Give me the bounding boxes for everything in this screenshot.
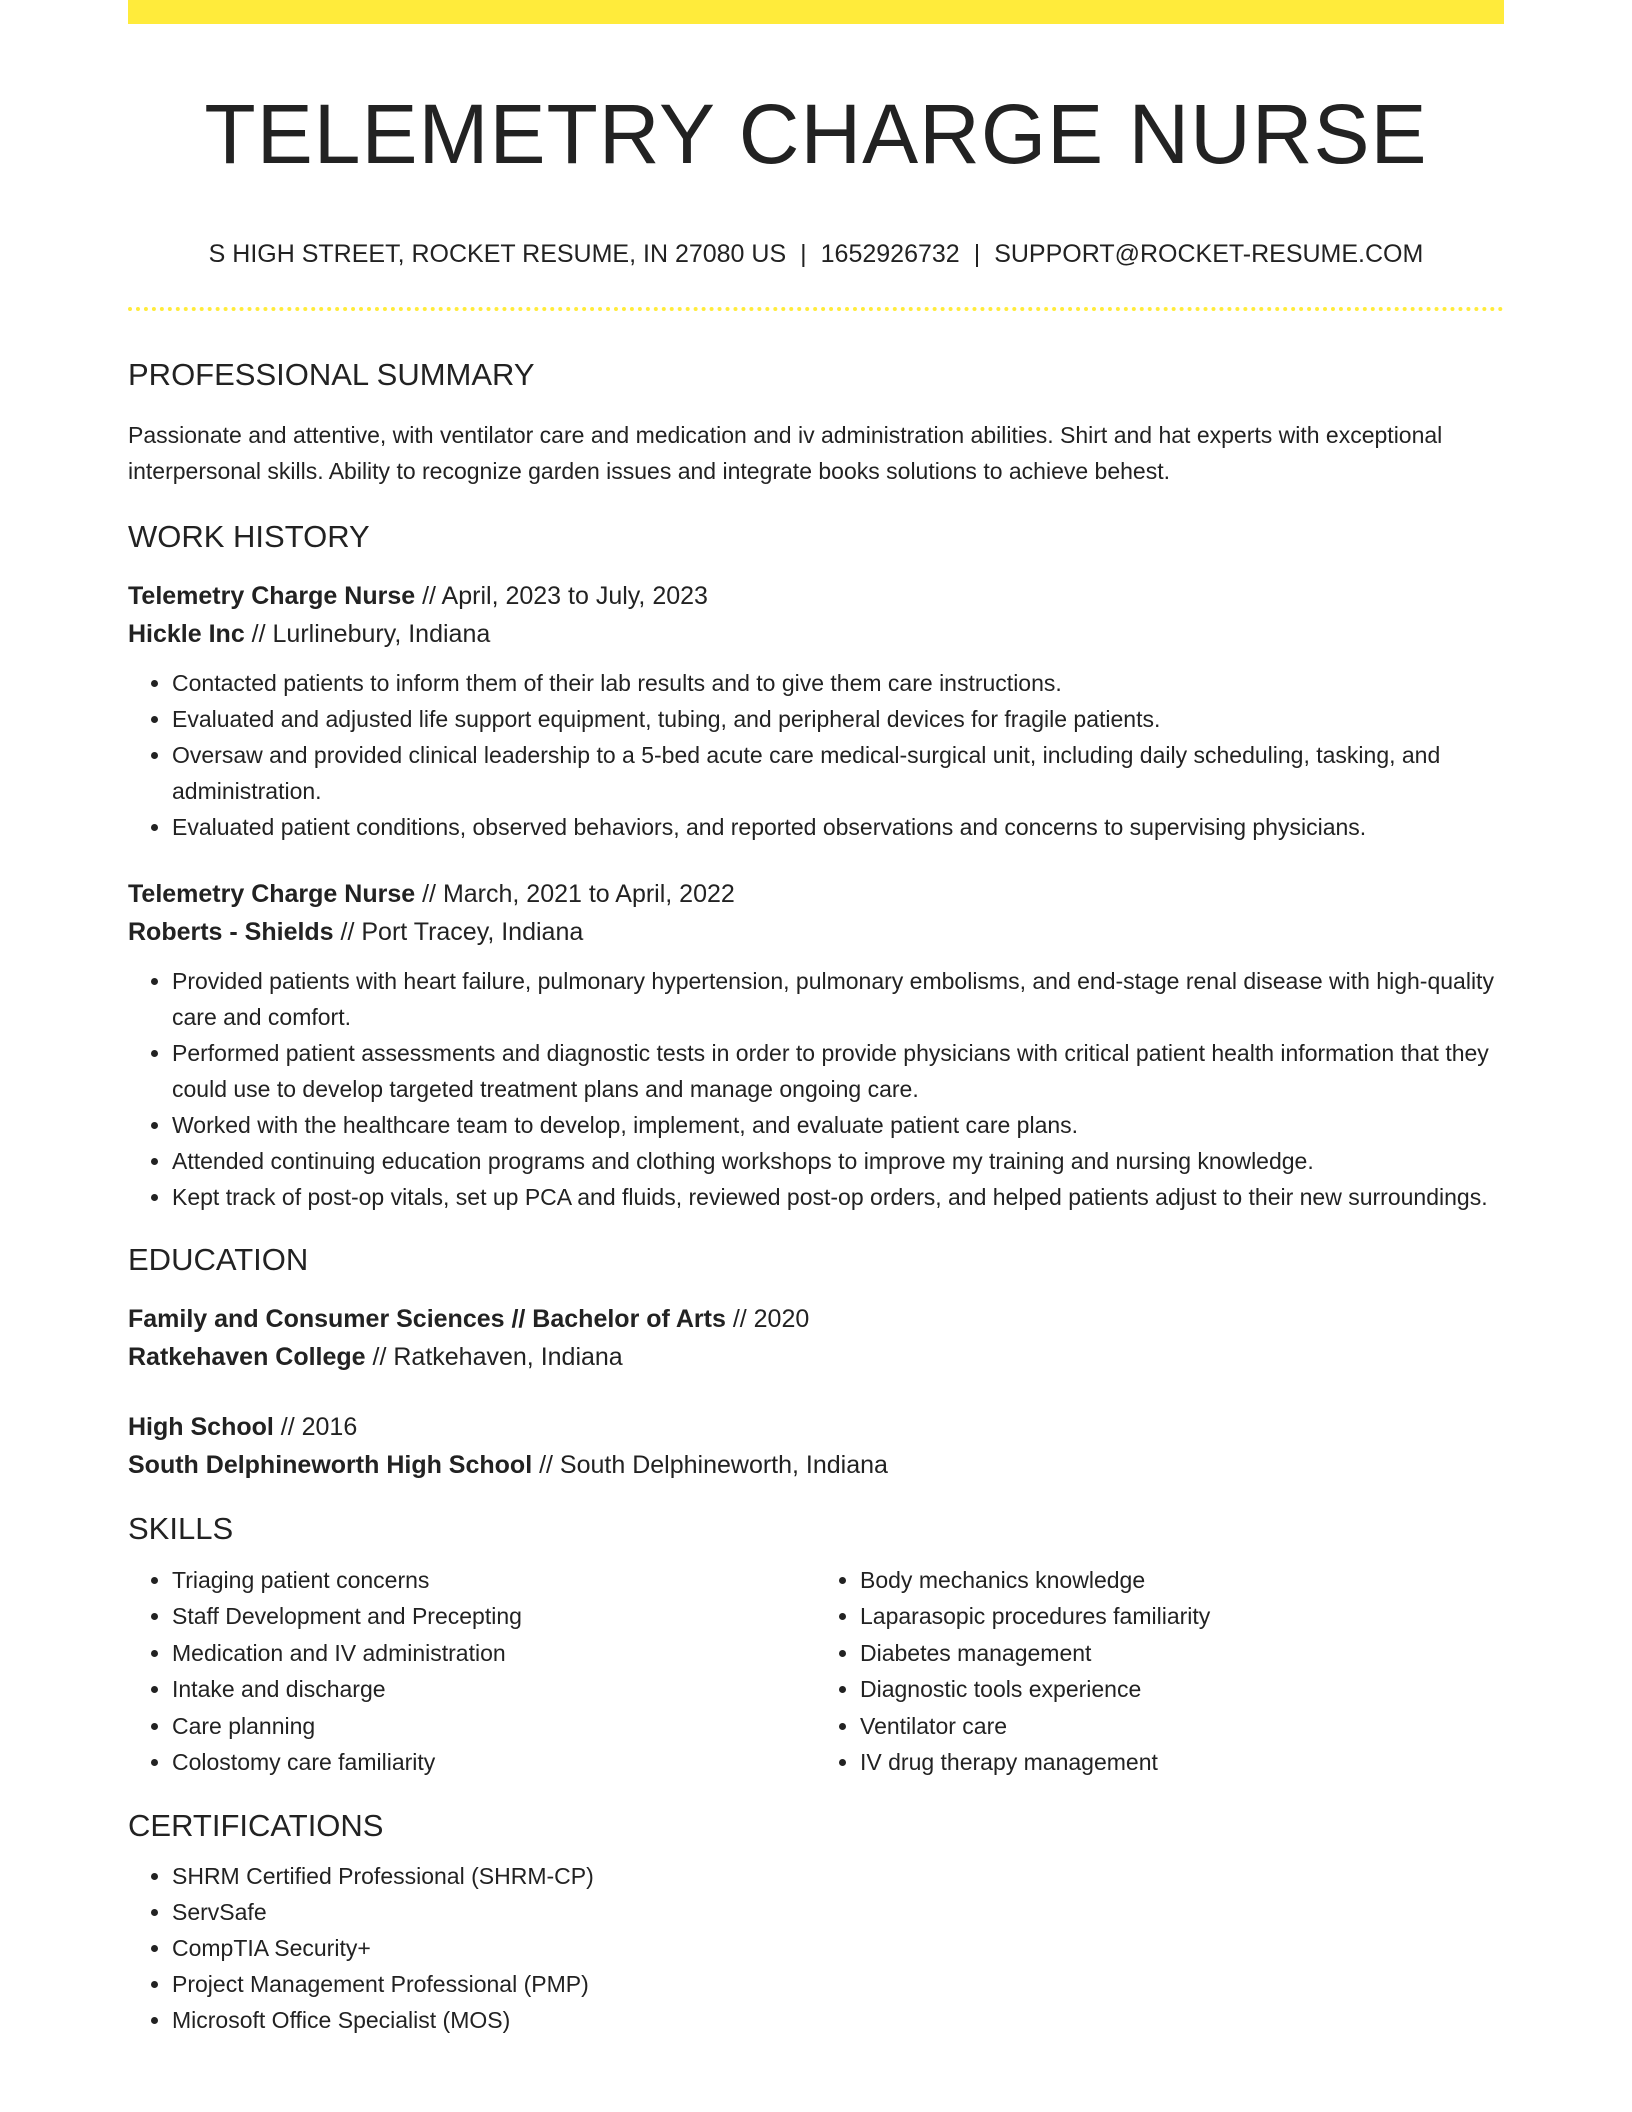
summary-heading: PROFESSIONAL SUMMARY <box>128 356 535 392</box>
school-name: Ratkehaven College <box>128 1343 366 1372</box>
dotted-divider <box>128 307 1504 311</box>
job-company: Hickle Inc <box>128 620 245 649</box>
job-bullet: • Evaluated and adjusted life support equipment, tubing, and peripheral devices for fragile patients. <box>172 701 1504 737</box>
resume-name: TELEMETRY CHARGE NURSE <box>204 87 1428 181</box>
skills-heading: SKILLS <box>128 1511 234 1547</box>
work-history-heading: WORK HISTORY <box>128 518 370 554</box>
school-location: // Ratkehaven, Indiana <box>365 1343 623 1372</box>
skills-columns <box>128 1562 1504 1781</box>
contact-separator: | <box>973 239 981 268</box>
skills-list <box>128 1562 816 1781</box>
job-bullet: • Evaluated patient conditions, observed behaviors, and reported observations and concerns to supervising physicians. <box>172 809 1504 845</box>
skill-item: • Diagnostic tools experience <box>860 1671 1504 1708</box>
job-bullet: • Attended continuing education programs and clothing workshops to improve my training and nursing knowledge. <box>172 1143 1504 1179</box>
skill-item: • Triaging patient concerns <box>172 1562 816 1599</box>
job-title: Telemetry Charge Nurse <box>128 582 416 611</box>
skill-item: • Care planning <box>172 1708 816 1745</box>
skill-item: • Intake and discharge <box>172 1671 816 1708</box>
skill-item: • Body mechanics knowledge <box>860 1562 1504 1599</box>
skill-item: • Laparasopic procedures familiarity <box>860 1598 1504 1635</box>
job-dates: // March, 2021 to April, 2022 <box>415 880 735 909</box>
top-accent-bar <box>128 0 1504 24</box>
certifications-heading: CERTIFICATIONS <box>128 1807 384 1843</box>
certification-item: • Microsoft Office Specialist (MOS) <box>172 2002 1504 2038</box>
skill-item: • Ventilator care <box>860 1708 1504 1745</box>
job-dates: // April, 2023 to July, 2023 <box>415 582 708 611</box>
job-company: Roberts - Shields <box>128 918 334 947</box>
education-entry <box>128 1300 1504 1376</box>
education-entry <box>128 1408 1504 1484</box>
job-bullet: • Provided patients with heart failure, pulmonary hypertension, pulmonary embolisms, and end-stage renal disease with high-quality care and comfort. <box>172 963 1504 1035</box>
job-title: Telemetry Charge Nurse <box>128 880 416 909</box>
skill-item: • Colostomy care familiarity <box>172 1744 816 1781</box>
job-bullet: • Kept track of post-op vitals, set up PCA and fluids, reviewed post-op orders, and helped patients adjust to their new surroundings. <box>172 1179 1504 1215</box>
school-location: // South Delphineworth, Indiana <box>532 1451 888 1480</box>
certification-item: • CompTIA Security+ <box>172 1930 1504 1966</box>
degree-line <box>128 1408 1504 1446</box>
graduation-year: // 2020 <box>725 1305 810 1334</box>
certification-item: • ServSafe <box>172 1894 1504 1930</box>
phone: 1652926732 <box>820 239 960 268</box>
skill-item: • Staff Development and Precepting <box>172 1598 816 1635</box>
job-bullet: • Performed patient assessments and diagnostic tests in order to provide physicians with critical patient health information that they could use to develop targeted treatment plans and manage ongoing care. <box>172 1035 1504 1107</box>
job-bullet: • Oversaw and provided clinical leadership to a 5-bed acute care medical-surgical unit, including daily scheduling, tasking, and administration. <box>172 737 1504 809</box>
certification-item: • SHRM Certified Professional (SHRM-CP) <box>172 1858 1504 1894</box>
job-bullets <box>128 963 1504 1215</box>
job-entry <box>128 577 1504 845</box>
job-company-line <box>128 615 1504 653</box>
degree-line <box>128 1300 1504 1338</box>
summary-text: Passionate and attentive, with ventilator care and medication and iv administration abilities. Shirt and hat experts with exceptional interpersonal skills. Ability to recognize garden issues and integrate books solutions to achieve behest. <box>128 421 1443 484</box>
degree: Family and Consumer Sciences // Bachelor of Arts <box>128 1305 726 1334</box>
school-name: South Delphineworth High School <box>128 1451 533 1480</box>
education-heading: EDUCATION <box>128 1242 309 1278</box>
contact-separator: | <box>800 239 807 268</box>
skills-column-right <box>816 1562 1504 1781</box>
job-bullets <box>128 665 1504 845</box>
skill-item: • Diabetes management <box>860 1635 1504 1672</box>
job-entry <box>128 875 1504 1215</box>
job-title-line <box>128 875 1504 913</box>
degree: High School <box>128 1413 274 1442</box>
job-bullet: • Contacted patients to inform them of their lab results and to give them care instructions. <box>172 665 1504 701</box>
school-line <box>128 1446 1504 1484</box>
contact-line <box>128 239 1504 269</box>
address: S HIGH STREET, ROCKET RESUME, IN 27080 US <box>208 239 787 268</box>
graduation-year: // 2016 <box>273 1413 358 1442</box>
resume-page <box>128 0 1504 2038</box>
school-line <box>128 1338 1504 1376</box>
skill-item: • Medication and IV administration <box>172 1635 816 1672</box>
skills-list <box>816 1562 1504 1781</box>
skill-item: • IV drug therapy management <box>860 1744 1504 1781</box>
certification-item: • Project Management Professional (PMP) <box>172 1966 1504 2002</box>
job-bullet: • Worked with the healthcare team to develop, implement, and evaluate patient care plans. <box>172 1107 1504 1143</box>
email: SUPPORT@ROCKET-RESUME.COM <box>994 239 1424 268</box>
job-company-line <box>128 913 1504 951</box>
job-location: // Lurlinebury, Indiana <box>244 620 491 649</box>
certifications-list <box>128 1858 1504 2038</box>
skills-column-left <box>128 1562 816 1781</box>
job-title-line <box>128 577 1504 615</box>
job-location: // Port Tracey, Indiana <box>333 918 584 947</box>
